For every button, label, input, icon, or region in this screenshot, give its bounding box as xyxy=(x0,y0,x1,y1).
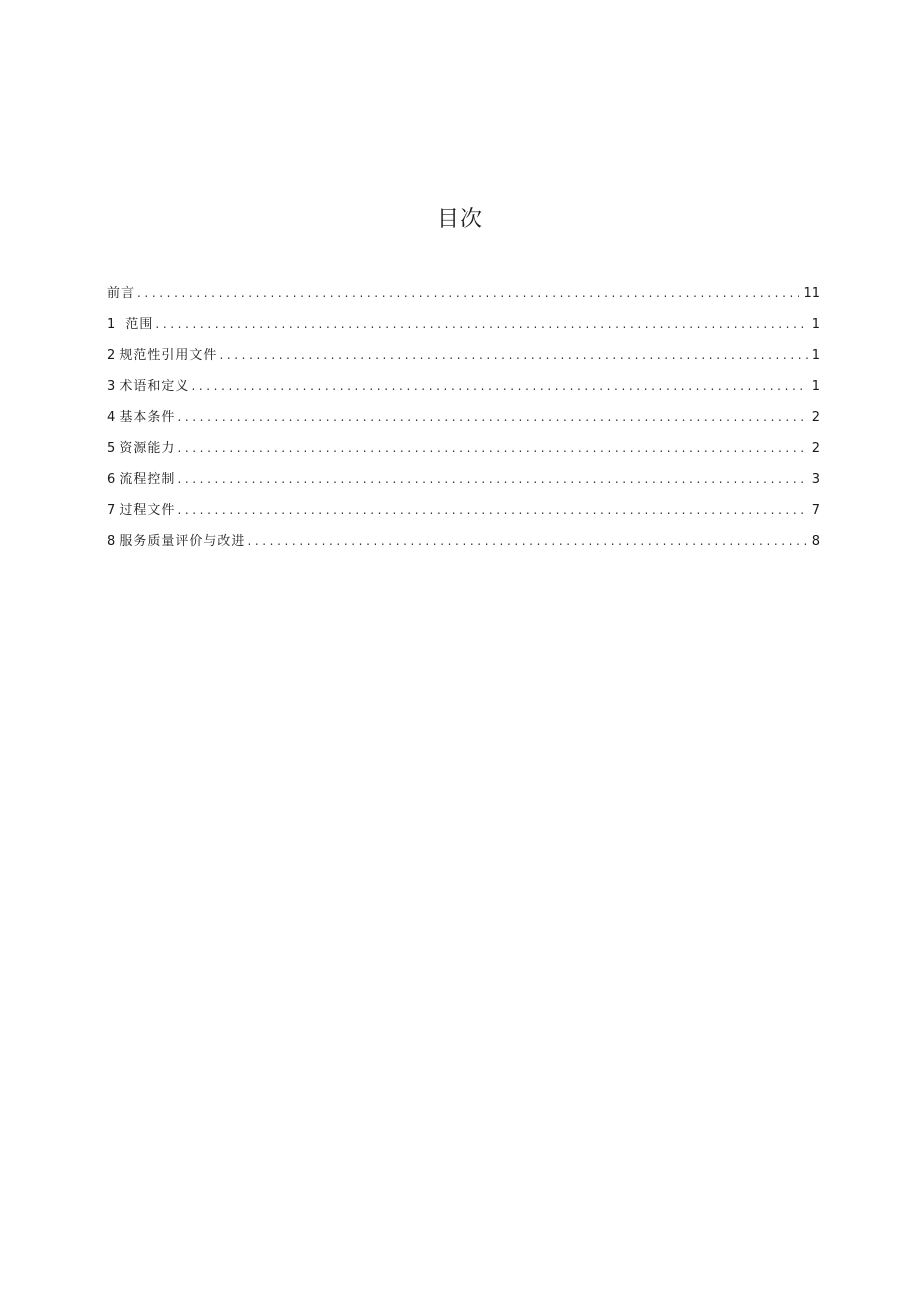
toc-entry-basic-conditions[interactable] xyxy=(107,405,820,436)
toc-entry-page: 11 xyxy=(803,286,820,301)
toc-entry-number: 8 xyxy=(107,534,116,549)
toc-entry-number: 2 xyxy=(107,348,116,363)
toc-entry-number: 3 xyxy=(107,379,116,394)
toc-entry-number: 5 xyxy=(107,441,116,456)
toc-entry-page: 3 xyxy=(811,472,820,487)
toc-leader-dots xyxy=(137,281,799,305)
toc-leader-dots xyxy=(177,467,807,491)
toc-leader-dots xyxy=(219,343,807,367)
toc-leader-dots xyxy=(191,374,807,398)
toc-title: 目次 xyxy=(436,207,483,232)
toc-entry-label: 前言 xyxy=(107,286,136,301)
toc-entry-label: 规范性引用文件 xyxy=(119,348,218,363)
toc-entry-page: 1 xyxy=(811,379,820,394)
toc-entry-label: 流程控制 xyxy=(119,472,176,487)
toc-entry-page: 2 xyxy=(811,441,820,456)
toc-entry-label: 资源能力 xyxy=(119,441,176,456)
toc-list xyxy=(107,281,820,560)
toc-entry-number: 7 xyxy=(107,503,116,518)
toc-entry-terms-definitions[interactable] xyxy=(107,374,820,405)
toc-entry-label: 基本条件 xyxy=(119,410,176,425)
toc-entry-page: 2 xyxy=(811,410,820,425)
toc-leader-dots xyxy=(177,498,807,522)
toc-leader-dots xyxy=(177,436,807,460)
toc-entry-service-quality[interactable] xyxy=(107,529,820,560)
toc-entry-scope[interactable] xyxy=(107,312,820,343)
toc-entry-label: 服务质量评价与改进 xyxy=(119,534,246,549)
toc-entry-page: 8 xyxy=(811,534,820,549)
toc-entry-number: 1 xyxy=(107,317,116,332)
toc-leader-dots xyxy=(247,529,807,553)
toc-leader-dots xyxy=(155,312,807,336)
toc-entry-number: 6 xyxy=(107,472,116,487)
toc-entry-label: 过程文件 xyxy=(119,503,176,518)
toc-entry-page: 7 xyxy=(811,503,820,518)
toc-entry-page: 1 xyxy=(811,348,820,363)
toc-entry-label: 范围 xyxy=(125,317,154,332)
toc-leader-dots xyxy=(177,405,807,429)
toc-entry-resource-capability[interactable] xyxy=(107,436,820,467)
toc-entry-preface[interactable] xyxy=(107,281,820,312)
toc-entry-page: 1 xyxy=(811,317,820,332)
toc-entry-number: 4 xyxy=(107,410,116,425)
toc-entry-label: 术语和定义 xyxy=(119,379,190,394)
toc-entry-process-documents[interactable] xyxy=(107,498,820,529)
toc-entry-normative-references[interactable] xyxy=(107,343,820,374)
toc-entry-process-control[interactable] xyxy=(107,467,820,498)
